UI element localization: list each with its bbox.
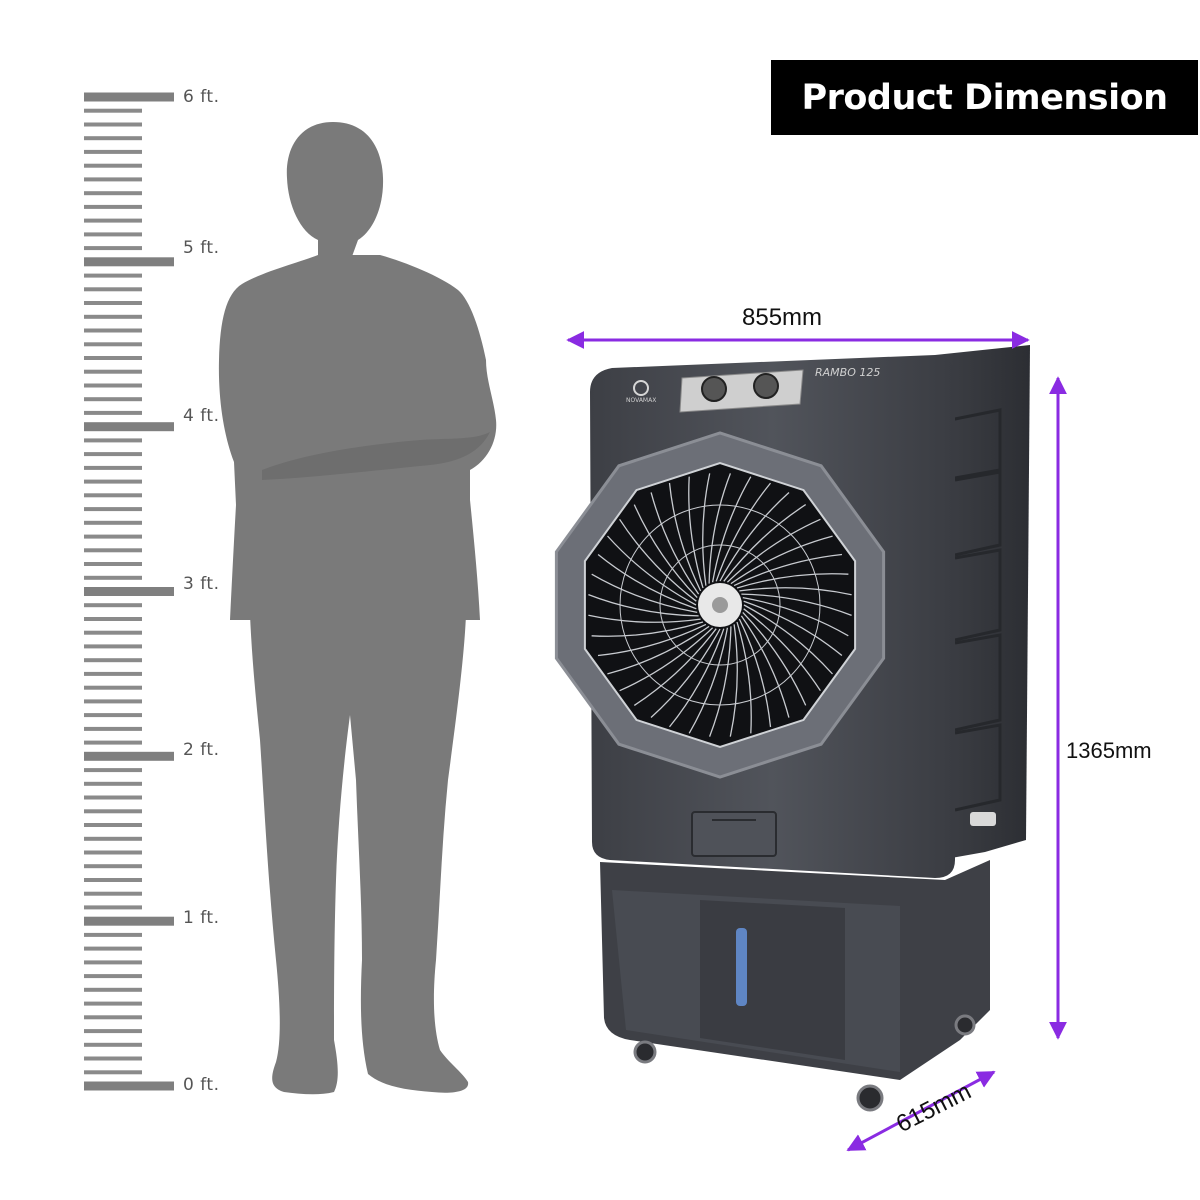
scale-label-6ft: 6 ft. bbox=[183, 87, 220, 107]
height-label: 1365mm bbox=[1066, 738, 1152, 763]
width-label: 855mm bbox=[742, 304, 823, 331]
scale-label-5ft: 5 ft. bbox=[183, 238, 220, 258]
model-label: RAMBO 125 bbox=[815, 366, 881, 379]
scale-label-3ft: 3 ft. bbox=[183, 574, 220, 594]
scale-label-4ft: 4 ft. bbox=[183, 406, 220, 426]
scale-label-0ft: 0 ft. bbox=[183, 1075, 220, 1095]
page-title: Product Dimension bbox=[801, 77, 1168, 118]
scale-label-1ft: 1 ft. bbox=[183, 908, 220, 928]
scale-label-2ft: 2 ft. bbox=[183, 740, 220, 760]
depth-label: 615mm bbox=[892, 1077, 976, 1139]
brand-logo-wordmark: NOVAMAX bbox=[626, 397, 657, 404]
